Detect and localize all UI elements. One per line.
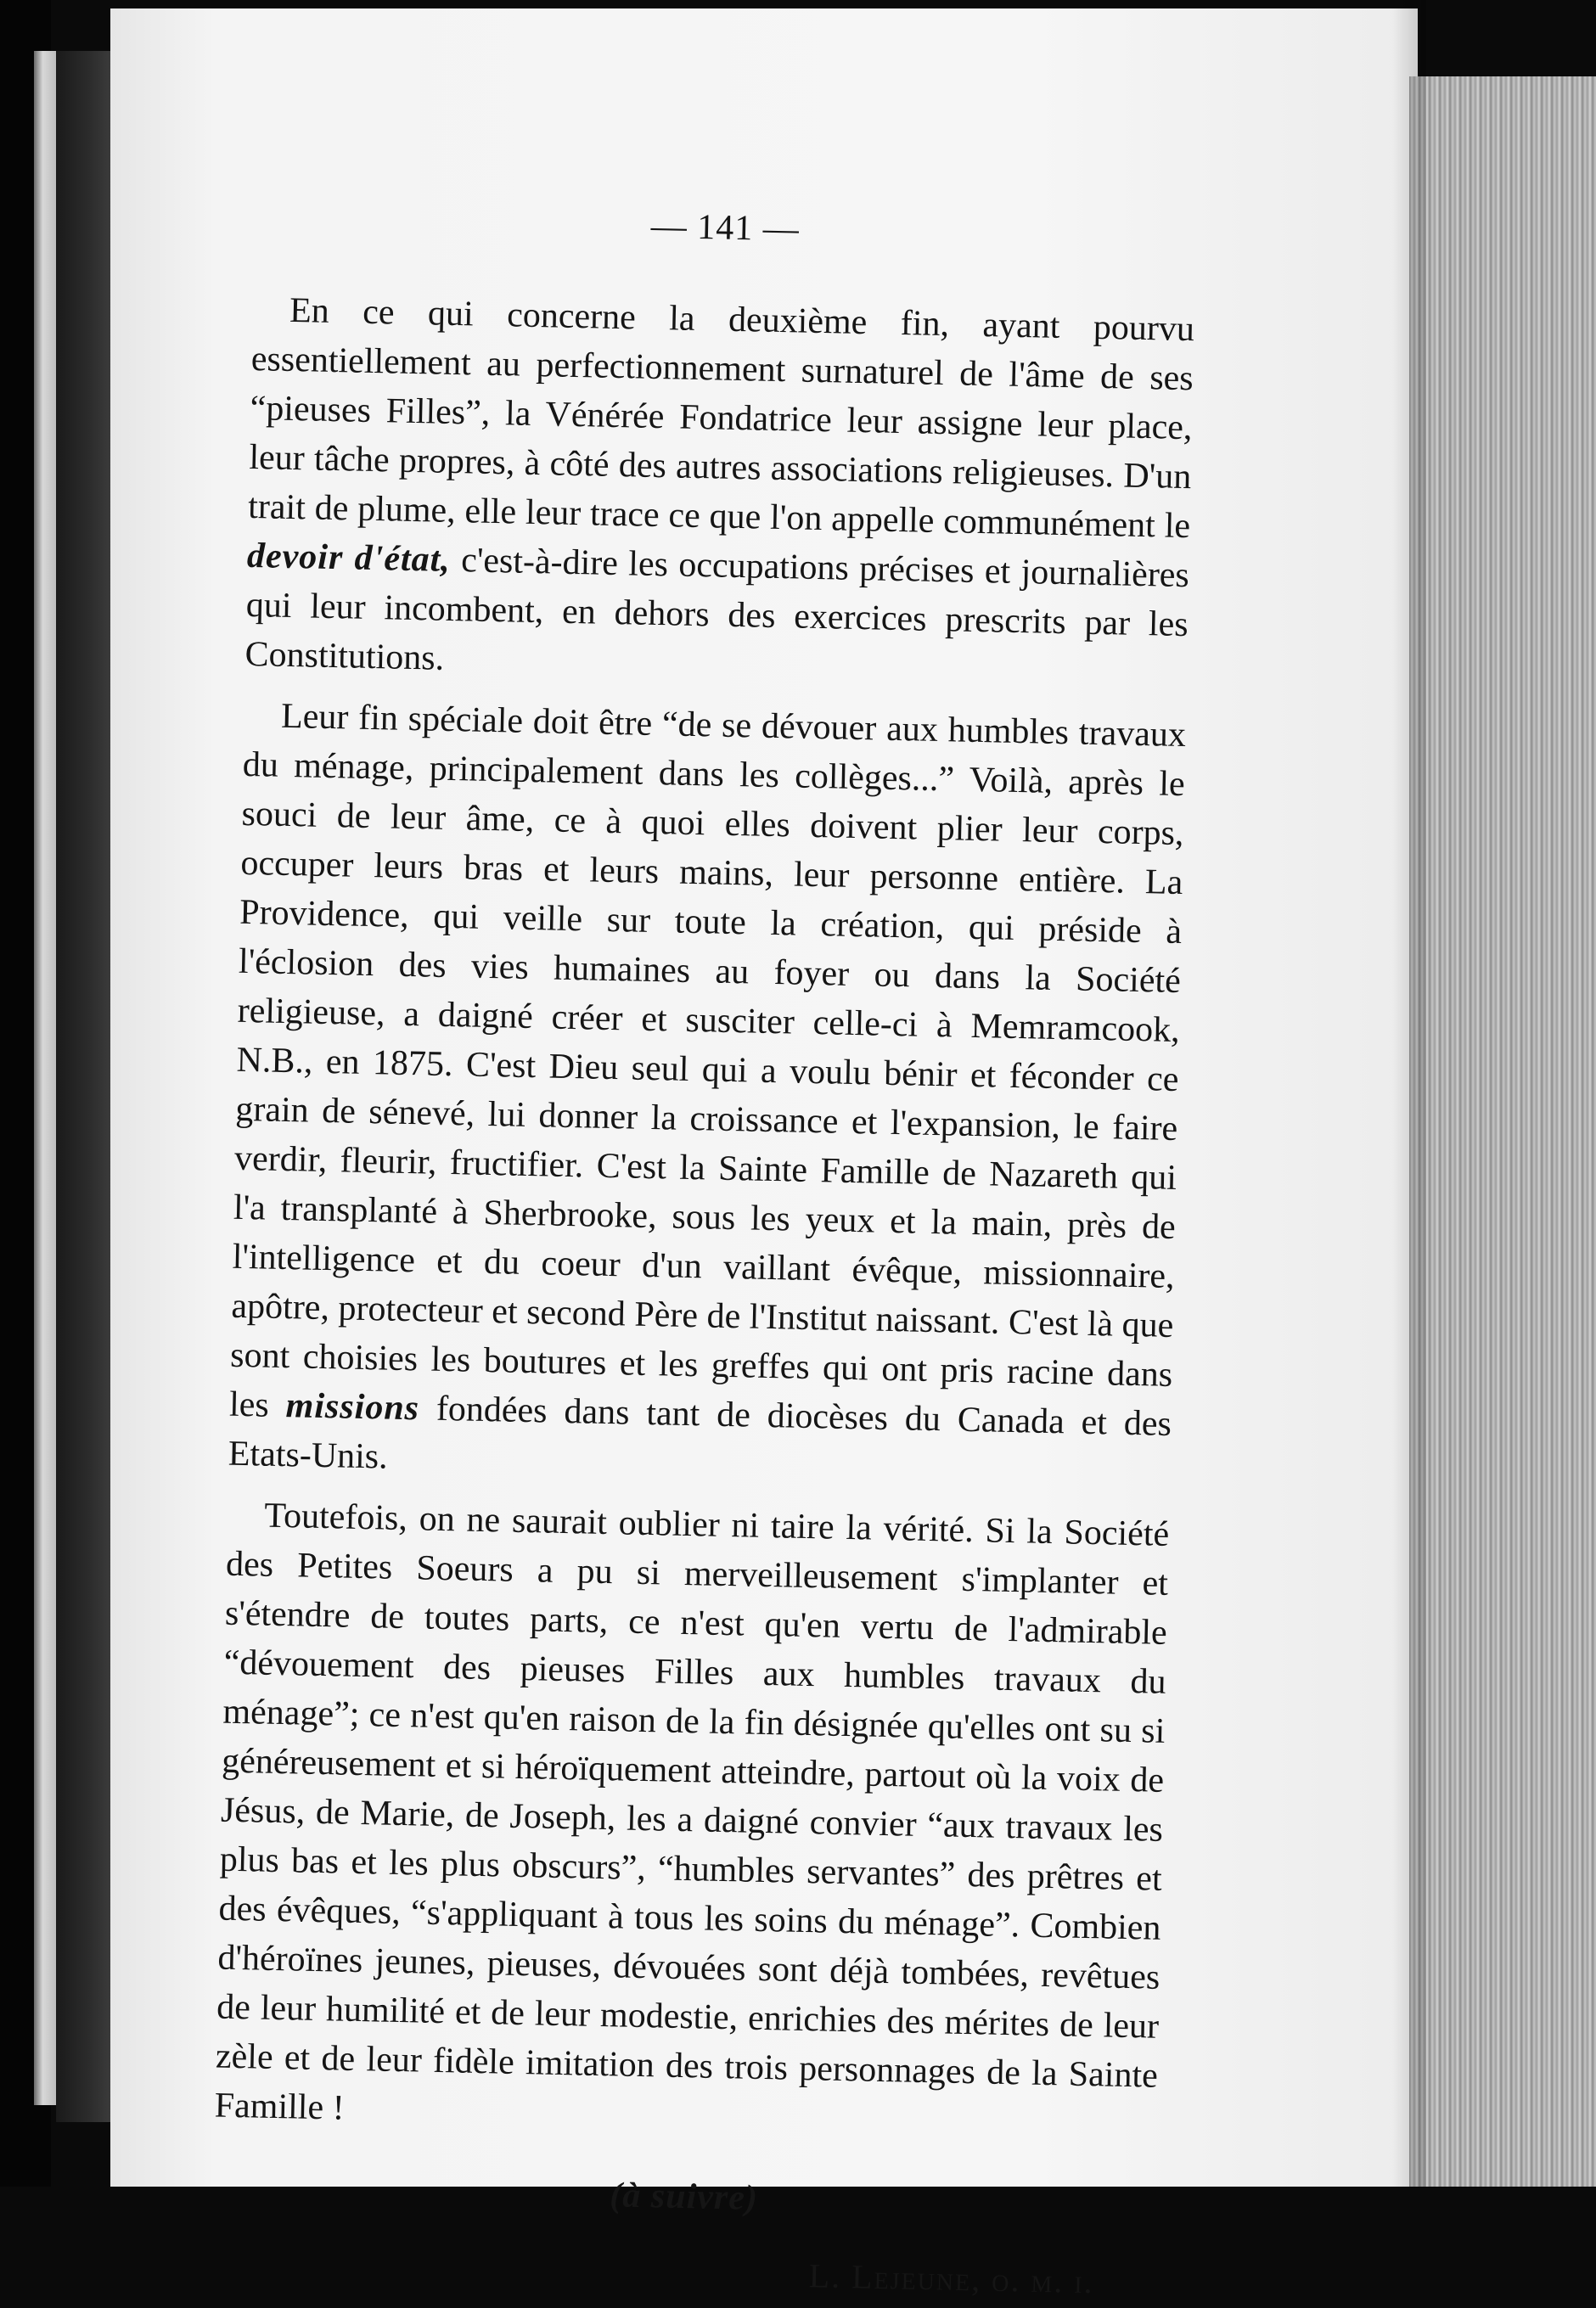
paragraph-1-text-a: En ce qui concerne la deuxième fin, ayant pourvu essentiellement au perfectionnement surnaturel de l'âme de ses “pieuses Filles”, la Vénérée Fondatrice leur assigne leur place, leur tâche propres, à côté des autres associations religieuses. D'un trait de plume, elle leur trace ce que l'on appelle communément le — [247, 290, 1195, 547]
page-stack-edge — [1409, 76, 1596, 2187]
paragraph-1-emphasis: devoir d'état, — [246, 536, 452, 580]
paragraph-2-text-a: Leur fin spéciale doit être “de se dévouer aux humbles travaux du ménage, principalement dans les collèges...” Voilà, après le souci de leur âme, ce à quoi elles doivent plier leur corps, occuper leurs bras et leurs mains, leur personne entière. La Providence, qui veille sur toute la création, qui préside à l'éclosion des vies humaines au foyer ou dans la Société religieuse, a daigné créer et susciter celle-ci à Memramcook, N.B., en 1875. C'est Dieu seul qui a voulu bénir et féconder ce grain de sénevé, lui donner la croissance et l'expansion, le faire verdir, fleurir, fructifier. C'est la Sainte Famille de Nazareth qui l'a transplanté à Sherbrooke, sous les yeux et la main, près de l'intelligence et du coeur d'un vaillant évêque, missionnaire, apôtre, protecteur et second Père de l'Institut naissant. C'est là que sont choisies les boutures et les greffes qui ont pris racine dans les — [228, 696, 1187, 1426]
page-number: — 141 — — [650, 206, 801, 250]
continued-text: (à suivre) — [609, 2176, 759, 2218]
page-stack-shadow — [1392, 0, 1426, 2187]
paragraph-2 — [228, 691, 1186, 1498]
book-spine — [56, 51, 112, 2122]
author-order: o. m. i. — [991, 2260, 1095, 2301]
left-page-edge — [34, 51, 56, 2105]
continued-note — [212, 2162, 1155, 2231]
paragraph-3: Toutefois, on ne saurait oublier ni taire la vérité. Si la Société des Petites Soeurs a pu si merveilleusement s'implanter et s'étendre de toutes parts, ce n'est qu'en vertu de l'admirable “dévouement des pieuses Filles aux humbles travaux du ménage”; ce n'est qu'en raison de la fin désignée qu'elles ont su si généreusement et si héroïquement atteindre, partout où la voix de Jésus, de Marie, de Joseph, les a daigné convier “aux travaux les plus bas et les plus obscurs”, “humbles servantes” des prêtres et des évêques, “s'appliquant à tous les soins du ménage”. Combien d'héroïnes jeunes, pieuses, dévouées sont déjà tombées, revêtues de leur humilité et de leur modestie, enrichies des mérites de leur zèle et de leur fidèle imitation des trois personnages de la Sainte Famille ! — [214, 1496, 1170, 2128]
author-name: Lejeune, — [851, 2257, 982, 2299]
paragraph-2-text-b: fondées dans tant de diocèses du Canada et des Etats-Unis. — [228, 1389, 1172, 1477]
author-initial: L. — [808, 2256, 842, 2296]
paragraph-1 — [244, 285, 1194, 699]
paragraph-2-emphasis: missions — [285, 1386, 420, 1429]
page-text-block — [211, 194, 1196, 2308]
author-signature — [211, 2238, 1094, 2306]
paragraph-1-text-b: c'est-à-dire les occupations précises et journalières qui leur incombent, en dehors des exercices prescrits par les Constitutions. — [244, 540, 1190, 678]
